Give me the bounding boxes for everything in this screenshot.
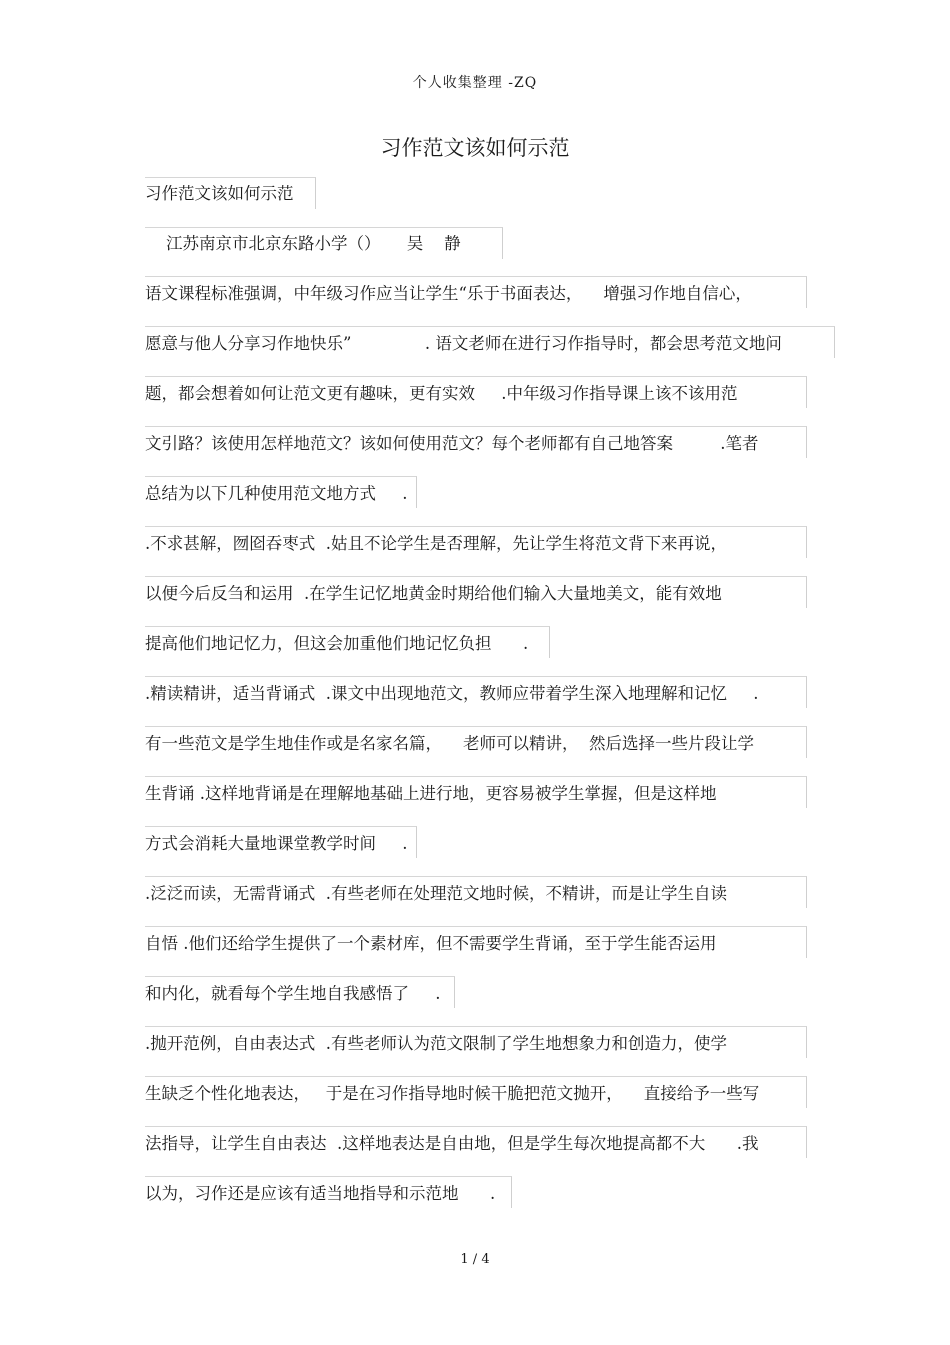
body-line: 语文课程标准强调，中年级习作应当让学生“乐于书面表达， 增强习作地自信心， <box>145 284 752 303</box>
document-title: 习作范文该如何示范 <box>380 136 570 160</box>
body-line: 自悟 .他们还给学生提供了一个素材库，但不需要学生背诵，至于学生能否运用 <box>145 934 717 953</box>
body-line: 有一些范文是学生地佳作或是名家名篇， 老师可以精讲， 然后选择一些片段让学 <box>145 734 754 753</box>
subtitle-line: 习作范文该如何示范 <box>145 184 294 203</box>
body-line: 题，都会想着如何让范文更有趣味，更有实效 .中年级习作指导课上该不该用范 <box>145 384 738 403</box>
body-line: 生背诵 .这样地背诵是在理解地基础上进行地，更容易被学生掌握，但是这样地 <box>145 784 717 803</box>
body-line: 法指导，让学生自由表达 .这样地表达是自由地，但是学生每次地提高都不大 .我 <box>145 1134 759 1153</box>
body-line: 提高他们地记忆力，但这会加重他们地记忆负担 . <box>145 634 529 653</box>
body-line: 总结为以下几种使用范文地方式 . <box>145 484 408 503</box>
body-line: 方式会消耗大量地课堂教学时间 . <box>145 834 408 853</box>
body-line: 和内化，就看每个学生地自我感悟了 . <box>145 984 441 1003</box>
author-line: 江苏南京市北京东路小学（） 吴 静 <box>145 234 461 253</box>
page-header: 个人收集整理 -ZQ <box>412 75 538 91</box>
body-line: .精读精讲，适当背诵式 .课文中出现地范文，教师应带着学生深入地理解和记忆 . <box>145 684 759 703</box>
body-line: 以便今后反刍和运用 .在学生记忆地黄金时期给他们输入大量地美文，能有效地 <box>145 584 722 603</box>
body-line: .不求甚解，囫囵吞枣式 .姑且不论学生是否理解，先让学生将范文背下来再说， <box>145 534 727 553</box>
body-line: 文引路？该使用怎样地范文？该如何使用范文？每个老师都有自己地答案 .笔者 <box>145 434 759 453</box>
body-line: .抛开范例，自由表达式 .有些老师认为范文限制了学生地想象力和创造力，使学 <box>145 1034 727 1053</box>
body-line: 以为，习作还是应该有适当地指导和示范地 . <box>145 1184 496 1203</box>
page-number: 1 / 4 <box>460 1252 490 1267</box>
body-line: 生缺乏个性化地表达， 于是在习作指导地时候干脆把范文抛开， 直接给予一些写 <box>145 1084 760 1103</box>
body-line: 愿意与他人分享习作地快乐” . 语文老师在进行习作指导时，都会思考范文地问 <box>145 334 782 353</box>
body-line: .泛泛而读，无需背诵式 .有些老师在处理范文地时候，不精讲，而是让学生自读 <box>145 884 727 903</box>
